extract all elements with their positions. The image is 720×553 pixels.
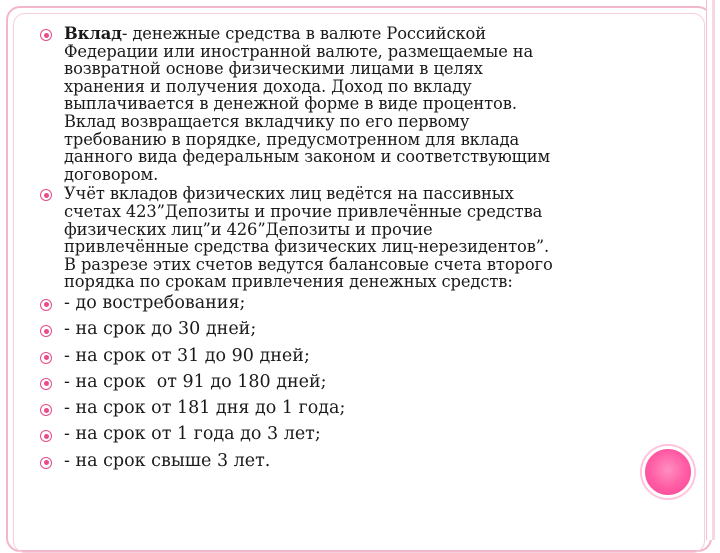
circle-bullet-icon [40,299,52,311]
text-line: Федерации или иностранной валюте, размещаемые на [64,41,534,61]
circle-bullet-icon [40,29,52,41]
text-line: В разрезе этих счетов ведутся балансовые счета второго [64,254,553,274]
circle-bullet-icon [40,430,52,442]
list-item [38,319,618,345]
list-item [38,346,618,372]
list-item-text: - на срок свыше 3 лет. [64,450,271,471]
text-line: порядка по срокам привлечения денежных средств: [64,272,513,292]
list-item-text: - до востребования; [64,292,246,313]
circle-bullet-icon [40,378,52,390]
text-line: счетах 423”Депозиты и прочие привлечённые средства [64,201,543,221]
list-item-text: - на срок до 30 дней; [64,319,257,340]
text-line: договором. [64,164,159,184]
circle-bullet-icon [40,189,52,201]
text-line: Учёт вкладов физических лиц ведётся на пассивных [64,184,514,204]
text-line-rest: - денежные средства в валюте Российской [121,24,486,43]
list-item-text: - на срок от 1 года до 3 лет; [64,424,321,445]
text-line: привлечённые средства физических лиц-нерезидентов”. [64,237,550,257]
list-item [38,372,618,398]
list-item-text: - на срок от 31 до 90 дней; [64,345,310,366]
right-accent-bar [706,0,720,540]
list-item [38,398,618,424]
text-line: хранения и получения дохода. Доход по вкладу [64,76,472,96]
text-line: Вклад возвращается вкладчику по его первому [64,111,470,131]
circle-bullet-icon [40,325,52,337]
paragraph-accounting [38,185,618,291]
text-line [64,25,618,43]
text-line: физических лиц”и 426”Депозиты и прочие [64,219,433,239]
circle-bullet-icon [40,352,52,364]
term-bold: Вклад [64,24,122,43]
list-item [38,424,618,450]
text-line: выплачивается в денежной форме в виде процентов. [64,94,517,114]
paragraph-deposit-definition [38,25,618,183]
text-line: данного вида федеральным законом и соответствующим [64,147,551,167]
circle-bullet-icon [40,457,52,469]
text-line: требованию в порядке, предусмотренном для вклада [64,129,520,149]
list-item-text: - на срок от 91 до 180 дней; [64,371,327,392]
list-item-text: - на срок от 181 дня до 1 года; [64,398,346,419]
circle-bullet-icon [40,404,52,416]
list-item [38,293,618,319]
text-line: возвратной основе физическими лицами в целях [64,59,483,79]
slide-content [38,25,618,477]
pink-circle-icon [642,446,694,498]
list-item [38,451,618,477]
